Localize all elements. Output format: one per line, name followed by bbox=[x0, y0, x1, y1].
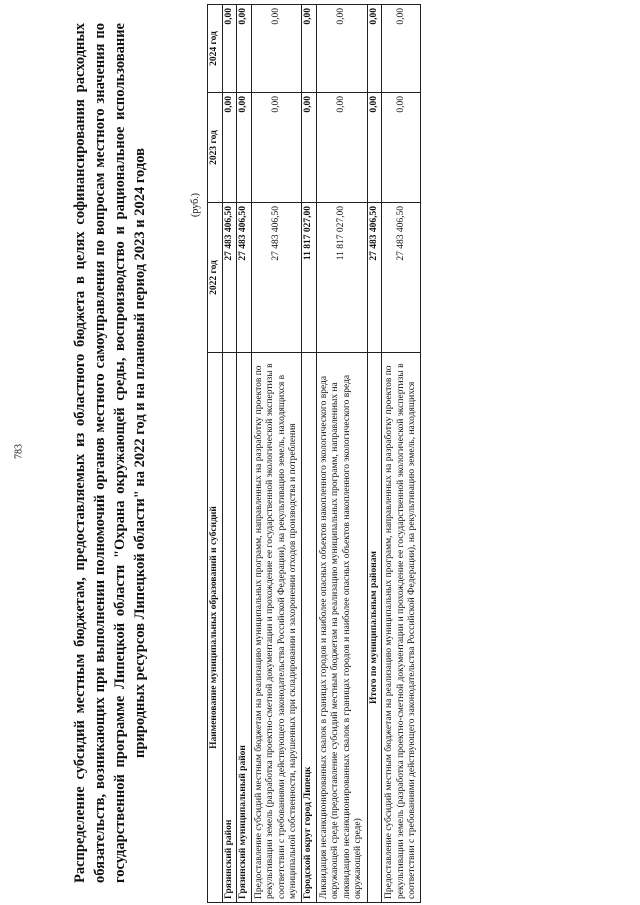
header-2024: 2024 год bbox=[208, 5, 223, 93]
table-row bbox=[382, 5, 421, 903]
value-2022: 11 817 027,00 bbox=[317, 203, 368, 353]
header-name: Наименование муниципальных образований и субсидий bbox=[208, 353, 223, 903]
row-name: Грязинский муниципальный район bbox=[237, 353, 252, 903]
row-name: Грязинский район bbox=[222, 353, 237, 903]
value-2024: 0,00 bbox=[222, 5, 237, 93]
table-row bbox=[302, 5, 317, 903]
value-2024: 0,00 bbox=[382, 5, 421, 93]
value-2023: 0,00 bbox=[367, 93, 382, 203]
document-title: Распределение субсидий местным бюджетам, предоставляемых из областного бюджета в целях софинансирования расходных обязательств, возникающих при выполнении полномочий органов местного самоуправления по вопросам местного значения по государственной программе Липецкой области "Охрана окружающей среды, воспроизводство и рациональное использование природных ресурсов Липецкой области" на 2022 год и на плановый период 2023 и 2024 годов bbox=[72, 23, 148, 883]
value-2024: 0,00 bbox=[237, 5, 252, 93]
value-2022: 11 817 027,00 bbox=[302, 203, 317, 353]
table-row bbox=[317, 5, 368, 903]
row-name: Итого по муниципальным районам bbox=[367, 353, 382, 903]
value-2022: 27 483 406,50 bbox=[367, 203, 382, 353]
currency-unit: (руб.) bbox=[190, 193, 201, 217]
value-2023: 0,00 bbox=[237, 93, 252, 203]
subsidy-distribution-table bbox=[207, 4, 421, 903]
value-2022: 27 483 406,50 bbox=[237, 203, 252, 353]
table-row bbox=[222, 5, 237, 903]
table-row bbox=[251, 5, 302, 903]
table-row bbox=[237, 5, 252, 903]
row-name: Ликвидация несанкционированных свалок в границах городов и наиболее опасных объектов накопленного экологического вреда окружающей среде (предоставление субсидий местным бюджетам на реализацию муниципальных программ, направленных на ликвидацию несанкционированных свалок в границах городов и наиболее опасных объектов накопленного экологического вреда окружающей среде) bbox=[317, 353, 368, 903]
value-2023: 0,00 bbox=[302, 93, 317, 203]
value-2024: 0,00 bbox=[302, 5, 317, 93]
value-2024: 0,00 bbox=[317, 5, 368, 93]
table-row bbox=[367, 5, 382, 903]
value-2024: 0,00 bbox=[251, 5, 302, 93]
row-name: Предоставление субсидий местным бюджетам на реализацию муниципальных программ, направленных на разработку проектов по рекультивации земель (разработка проектно-сметной документации и прохождение ее государственной экологической экспертизы в соответствии с требованиями действующего законодательства Российской Федерации), на рекультивацию земель, находящихся bbox=[382, 353, 421, 903]
value-2022: 27 483 406,50 bbox=[222, 203, 237, 353]
value-2023: 0,00 bbox=[222, 93, 237, 203]
value-2023: 0,00 bbox=[382, 93, 421, 203]
header-2023: 2023 год bbox=[208, 93, 223, 203]
value-2024: 0,00 bbox=[367, 5, 382, 93]
row-name: Городской округ город Липецк bbox=[302, 353, 317, 903]
value-2022: 27 483 406,50 bbox=[382, 203, 421, 353]
value-2023: 0,00 bbox=[251, 93, 302, 203]
page-number: 783 bbox=[13, 444, 25, 459]
header-2022: 2022 год bbox=[208, 203, 223, 353]
value-2022: 27 483 406,50 bbox=[251, 203, 302, 353]
table-header-row bbox=[208, 5, 223, 903]
value-2023: 0,00 bbox=[317, 93, 368, 203]
row-name: Предоставление субсидий местным бюджетам на реализацию муниципальных программ, направленных на разработку проектов по рекультивации земель (разработка проектно-сметной документации и прохождение ее государственной экологической экспертизы в соответствии с требованиями действующего законодательства Российской Федерации), на рекультивацию земель, находящихся в муниципальной собственности, нарушенных при складировании и захоронении отходов производства и потребления bbox=[251, 353, 302, 903]
